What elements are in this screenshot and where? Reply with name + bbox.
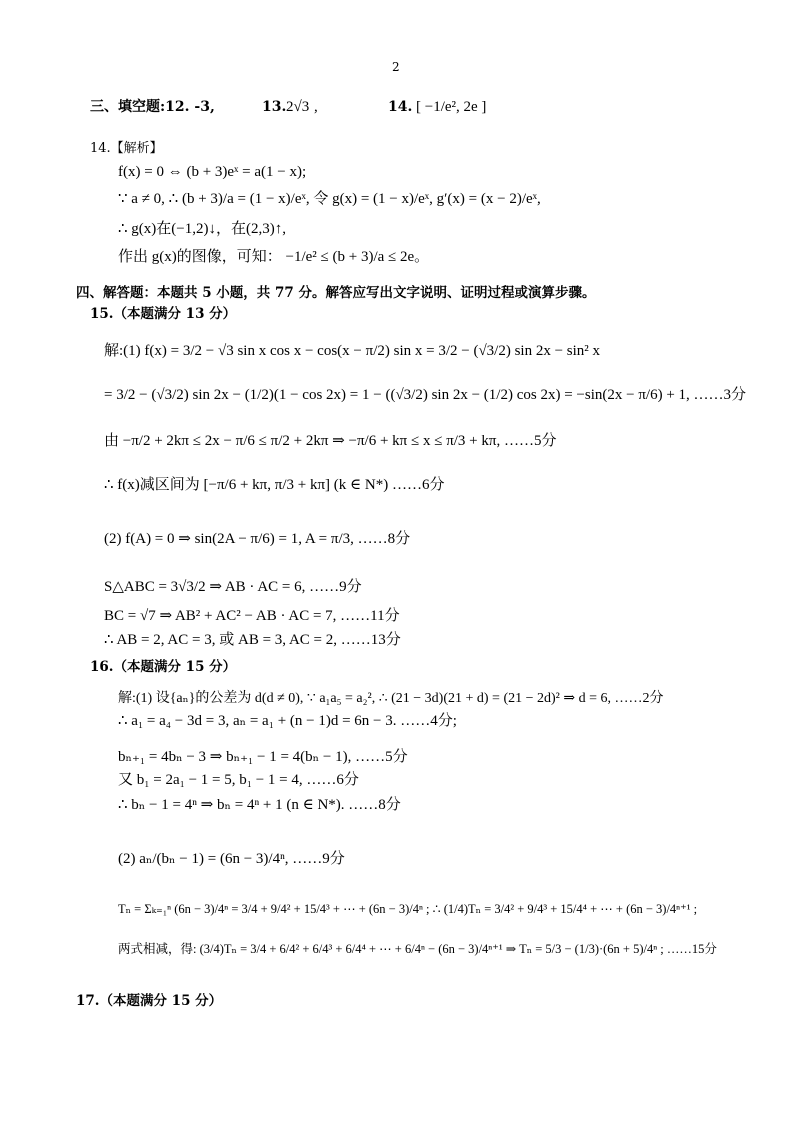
q16-line-3: bₙ₊₁ = 4bₙ − 3 ⇒ bₙ₊₁ − 1 = 4(bₙ − 1), ……5分 (118, 749, 408, 765)
q14-line-2: ∵ a ≠ 0, ∴ (b + 3)/a = (1 − x)/eˣ, 令 g(x) = (1 − x)/eˣ, g′(x) = (x − 2)/eˣ, (118, 191, 541, 207)
q15-line-6: S△ABC = 3√3/2 ⇒ AB · AC = 6, ……9分 (104, 579, 362, 595)
q14-label: 14. (388, 99, 413, 115)
q16-title: 16.（本题满分 15 分） (90, 659, 237, 675)
page-number: 2 (392, 60, 400, 74)
q15-line-8: ∴ AB = 2, AC = 3, 或 AB = 3, AC = 2, ……13分 (104, 632, 401, 648)
q14-line-4: 作出 g(x)的图像，可知： −1/e² ≤ (b + 3)/a ≤ 2e。 (118, 249, 430, 265)
q14-answer: [ −1/e², 2e ] (416, 99, 487, 115)
q16-line-6: (2) aₙ/(bₙ − 1) = (6n − 3)/4ⁿ, ……9分 (118, 851, 345, 867)
q14-line-1: f(x) = 0 ⇔ (b + 3)eˣ = a(1 − x); (118, 164, 307, 180)
q15-line-5: (2) f(A) = 0 ⇒ sin(2A − π/6) = 1, A = π/3, ……8分 (104, 531, 411, 547)
q14-analysis-title: 14.【解析】 (90, 141, 163, 156)
q16-line-1: 解:(1) 设{aₙ}的公差为 d(d ≠ 0), ∵ a₁a₅ = a₂², ∴ (21 − 3d)(21 + d) = (21 − 2d)² ⇒ d = 6, ……2分 (118, 691, 664, 706)
section4-heading: 四、解答题：本题共 5 小题，共 77 分。解答应写出文字说明、证明过程或演算步骤。 (76, 285, 596, 301)
q16-line-5: ∴ bₙ − 1 = 4ⁿ ⇒ bₙ = 4ⁿ + 1 (n ∈ N*). ……8分 (118, 797, 401, 813)
section3-heading: 三、填空题:12. -3, (90, 99, 215, 115)
q17-title: 17.（本题满分 15 分） (76, 993, 223, 1009)
q16-line-8: 两式相减，得: (3/4)Tₙ = 3/4 + 6/4² + 6/4³ + 6/4⁴ + ⋯ + 6/4ⁿ − (6n − 3)/4ⁿ⁺¹ ⇒ Tₙ = 5/3 − (1/3)·(6n + 5)/4ⁿ ; ……15分 (118, 942, 717, 956)
q15-line-1: 解:(1) f(x) = 3/2 − √3 sin x cos x − cos(x − π/2) sin x = 3/2 − (√3/2) sin 2x − sin² x (104, 343, 601, 359)
q15-title: 15.（本题满分 13 分） (90, 306, 237, 322)
q15-line-7: BC = √7 ⇒ AB² + AC² − AB · AC = 7, ……11分 (104, 608, 400, 624)
q15-line-2: = 3/2 − (√3/2) sin 2x − (1/2)(1 − cos 2x) = 1 − ((√3/2) sin 2x − (1/2) cos 2x) = −sin(2x − π/6) + 1, ……3分 (104, 387, 747, 403)
q13-comma: , (314, 99, 318, 115)
q15-line-4: ∴ f(x)减区间为 [−π/6 + kπ, π/3 + kπ] (k ∈ N*) ……6分 (104, 477, 445, 493)
q16-line-7: Tₙ = Σₖ₌₁ⁿ (6n − 3)/4ⁿ = 3/4 + 9/4² + 15/4³ + ⋯ + (6n − 3)/4ⁿ ; ∴ (1/4)Tₙ = 3/4² + 9/4³ + 15/4⁴ + ⋯ + (6n − 3)/4ⁿ⁺¹ ; (118, 902, 698, 916)
q16-line-4: 又 b₁ = 2a₁ − 1 = 5, b₁ − 1 = 4, ……6分 (118, 772, 359, 788)
q14-line-3: ∴ g(x)在(−1,2)↓，在(2,3)↑, (118, 221, 286, 237)
q16-line-2: ∴ a₁ = a₄ − 3d = 3, aₙ = a₁ + (n − 1)d = 6n − 3. ……4分; (118, 713, 457, 729)
q13-label: 13. (262, 99, 287, 115)
q13-answer: 2√3 (286, 99, 310, 115)
q15-line-3: 由 −π/2 + 2kπ ≤ 2x − π/6 ≤ π/2 + 2kπ ⇒ −π/6 + kπ ≤ x ≤ π/3 + kπ, ……5分 (104, 433, 557, 449)
